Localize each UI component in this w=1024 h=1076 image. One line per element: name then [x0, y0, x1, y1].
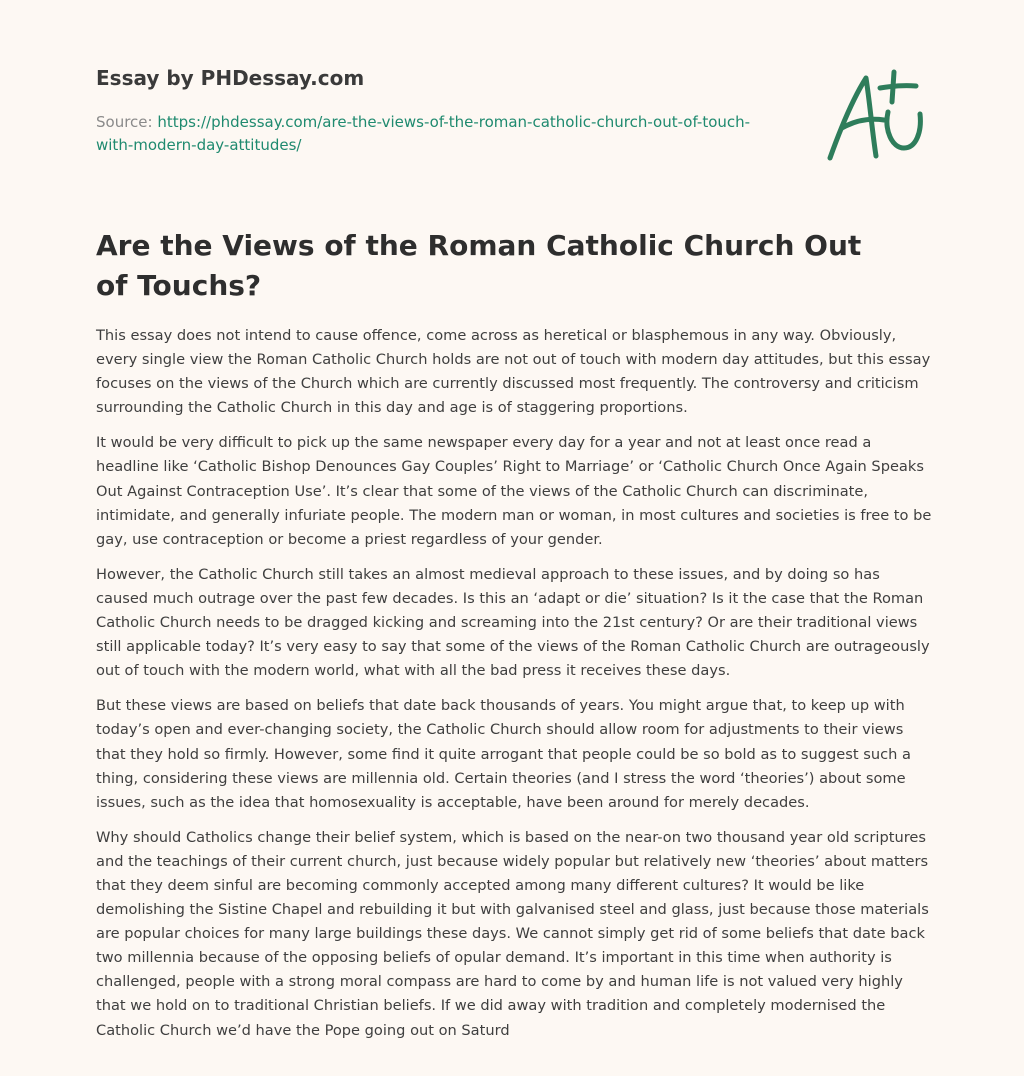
- source-link[interactable]: [96, 113, 750, 154]
- paragraph: It would be very difficult to pick up the same newspaper every day for a year and not at least once read a headline like ‘Catholic Bishop Denounces Gay Couples’ Right to Marriage’ or ‘Catholic Church Once Again Speaks Out Against Contraception Use’. It’s clear that some of the views of the Catholic Church can discriminate, intimidate, and generally infuriate people. The modern man or woman, in most cultures and societies is free to be gay, use contraception or become a priest regardless of your gender.: [96, 434, 932, 548]
- source-link-line-1: https://phdessay.com/are-the-views-of-the-roman-catholic-church-out-of-touch-: [157, 113, 751, 131]
- paragraph: Why should Catholics change their belief system, which is based on the near-on two thousand year old scriptures and the teachings of their current church, just because widely popular but relatively new ‘theories’ about matters that they deem sinful are becoming commonly accepted among many different cultures? It would be like demolishing the Sistine Chapel and rebuilding it but with galvanised steel and glass, just because those materials are popular choices for many large buildings these days. We cannot simply get rid of some beliefs that date back two millennia because of the opposing beliefs of opular demand. It’s important in this time when authority is challenged, people with a strong moral compass are hard to come by and human life is not valued very highly that we hold on to traditional Christian beliefs. If we did away with tradition and completely modernised the Catholic Church we’d have the Pope going out on Saturd: [96, 828, 929, 1039]
- source-line: [96, 111, 776, 157]
- paragraph: But these views are based on beliefs that date back thousands of years. You might argue that, to keep up with today’s open and ever-changing society, the Catholic Church should allow room for adjustments to their views that they hold so firmly. However, some find it quite arrogant that people could be so bold as to suggest such a thing, considering these views are millennia old. Certain theories (and I stress the word ‘theories’) about some issues, such as the idea that homosexuality is acceptable, have been around for merely decades.: [96, 697, 911, 811]
- paragraph: However, the Catholic Church still takes an almost medieval approach to these issues, and by doing so has caused much outrage over the past few decades. Is this an ‘adapt or die’ situation? Is it the case that the Roman Catholic Church needs to be dragged kicking and screaming into the 21st century? Or are their traditional views still applicable today? It’s very easy to say that some of the views of the Roman Catholic Church are outrageously out of touch with the modern world, what with all the bad press it receives these days.: [96, 565, 930, 680]
- page-header: [96, 64, 776, 157]
- a-plus-grade-icon: [822, 68, 930, 166]
- source-link-line-2: with-modern-day-attitudes/: [96, 136, 302, 154]
- article-title: Are the Views of the Roman Catholic Church Out of Touchs?: [96, 229, 862, 302]
- source-label: Source:: [96, 113, 158, 131]
- paragraph: This essay does not intend to cause offence, come across as heretical or blasphemous in any way. Obviously, every single view the Roman Catholic Church holds are not out of touch with modern day attitudes, but this essay focuses on the views of the Church which are currently discussed most frequently. The controversy and criticism surrounding the Catholic Church in this day and age is of staggering proportions.: [96, 327, 931, 417]
- article-body: [96, 324, 932, 1054]
- site-title: Essay by PHDessay.com: [96, 66, 365, 90]
